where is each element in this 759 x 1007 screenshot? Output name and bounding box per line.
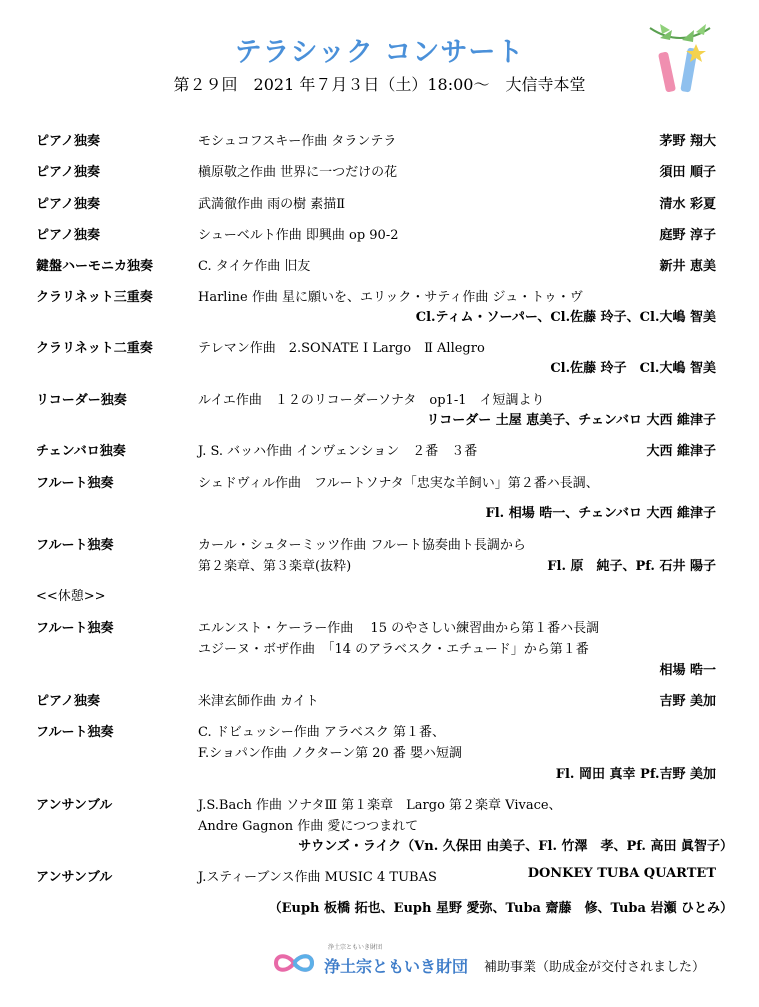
- program-description: エルンスト・ケーラー作曲 15 のやさしい練習曲から第１番ハ長調: [198, 621, 600, 636]
- program-description: C. ドビュッシー作曲 アラベスク 第１番、: [198, 725, 446, 740]
- program-description-line2: 第２楽章、第３楽章(抜粋): [198, 559, 352, 574]
- infinity-logo-icon: [272, 952, 316, 974]
- page-title: テラシック コンサート: [234, 37, 525, 68]
- program-category: ピアノ独奏: [36, 197, 100, 212]
- program-description: カール・シュターミッツ作曲 フルート協奏曲ト長調から: [198, 538, 526, 553]
- program-description: ルイエ作曲 １２のリコーダーソナタ op1-1 イ短調より: [198, 393, 545, 408]
- program-description: テレマン作曲 2.SONATE Ⅰ Largo Ⅱ Allegro: [198, 341, 485, 356]
- program-description: C. タイケ作曲 旧友: [198, 259, 311, 274]
- program-description-line2: F.ショパン作曲 ノクターン第 20 番 嬰ハ短調: [198, 746, 463, 761]
- program-category: チェンバロ独奏: [36, 444, 126, 459]
- program-description-line2: Andre Gagnon 作曲 愛につつまれて: [198, 819, 419, 834]
- program-category: ピアノ独奏: [36, 134, 100, 149]
- program-category: アンサンブル: [36, 870, 113, 885]
- program-performer: Fl. 相場 晧一、チェンバロ 大西 維津子: [485, 506, 716, 521]
- program-performer: リコーダー 土屋 恵美子、チェンバロ 大西 維津子: [426, 413, 716, 428]
- program-category: フルート独奏: [36, 621, 114, 636]
- program-description: J.スティーブンス作曲 MUSIC 4 TUBAS: [198, 870, 437, 885]
- program-performer: Fl. 原 純子、Pf. 石井 陽子: [547, 559, 716, 574]
- program-performer: 須田 順子: [659, 165, 716, 180]
- program-description: Harline 作曲 星に願いを、エリック・サティ作曲 ジュ・トゥ・ヴ: [198, 290, 583, 305]
- program-performer: Fl. 岡田 真幸 Pf.吉野 美加: [555, 767, 716, 782]
- program-description: シューベルト作曲 即興曲 op 90-2: [198, 228, 399, 243]
- program-category: ピアノ独奏: [36, 228, 100, 243]
- program-category: リコーダー独奏: [36, 393, 127, 408]
- logo-small-caption: 浄土宗ともいき財団: [328, 944, 383, 951]
- program-category: フルート独奏: [36, 725, 114, 740]
- program-performer: 大西 維津子: [646, 444, 716, 459]
- program-category: 鍵盤ハーモニカ独奏: [36, 259, 154, 274]
- program-description: シェドヴィル作曲 フルートソナタ「忠実な羊飼い」第２番ハ長調、: [198, 476, 599, 491]
- program-category: ピアノ独奏: [36, 694, 100, 709]
- program-category: フルート独奏: [36, 476, 114, 491]
- concert-subtitle: 第２９回 2021 年７月３日（土）18:00～ 大信寺本堂: [173, 75, 586, 94]
- program-description: J.S.Bach 作曲 ソナタⅢ 第１楽章 Largo 第２楽章 Vivace、: [198, 798, 562, 813]
- program-description-line2: ユジーヌ・ボザ作曲 「14 のアラベスク・エチュード」から第１番: [198, 642, 589, 657]
- foundation-logo-text: 浄土宗ともいき財団: [324, 957, 469, 976]
- program-category: フルート独奏: [36, 538, 114, 553]
- program-description: 米津玄師作曲 カイト: [198, 694, 319, 709]
- program-performer: 新井 恵美: [659, 259, 716, 274]
- program-performer: サウンズ・ライク（Vn. 久保田 由美子、Fl. 竹澤 孝、Pf. 高田 眞智子）: [298, 839, 733, 854]
- program-category: ピアノ独奏: [36, 165, 100, 180]
- program-category: クラリネット三重奏: [36, 290, 153, 305]
- program-performer: 庭野 淳子: [659, 228, 716, 243]
- subsidy-note: 補助事業（助成金が交付されました）: [484, 960, 706, 975]
- program-performer: 茅野 翔大: [659, 134, 716, 149]
- program-description: 武満徹作曲 雨の樹 素描Ⅱ: [198, 197, 346, 212]
- program-performer: （Euph 板橋 拓也、Euph 星野 愛弥、Tuba 齋藤 修、Tuba 岩瀬 ひとみ）: [268, 901, 733, 916]
- intermission-label: <<休憩>>: [36, 589, 106, 604]
- program-description: 槇原敬之作曲 世界に一つだけの花: [198, 165, 398, 180]
- program-performer: Cl.ティム・ソーパー、Cl.佐藤 玲子、Cl.大嶋 智美: [415, 310, 716, 325]
- program-performer: 清水 彩夏: [659, 197, 716, 212]
- program-description: J. S. バッハ作曲 インヴェンション ２番 ３番: [198, 444, 478, 459]
- program-category: アンサンブル: [36, 798, 113, 813]
- program-description: モシュコフスキー作曲 タランテラ: [198, 134, 397, 149]
- program-performer: Cl.佐藤 玲子 Cl.大嶋 智美: [550, 361, 716, 376]
- program-performer: 吉野 美加: [659, 694, 716, 709]
- ensemble-name: DONKEY TUBA QUARTET: [527, 866, 716, 881]
- program-category: クラリネット二重奏: [36, 341, 153, 356]
- program-performer: 相場 晧一: [659, 663, 716, 678]
